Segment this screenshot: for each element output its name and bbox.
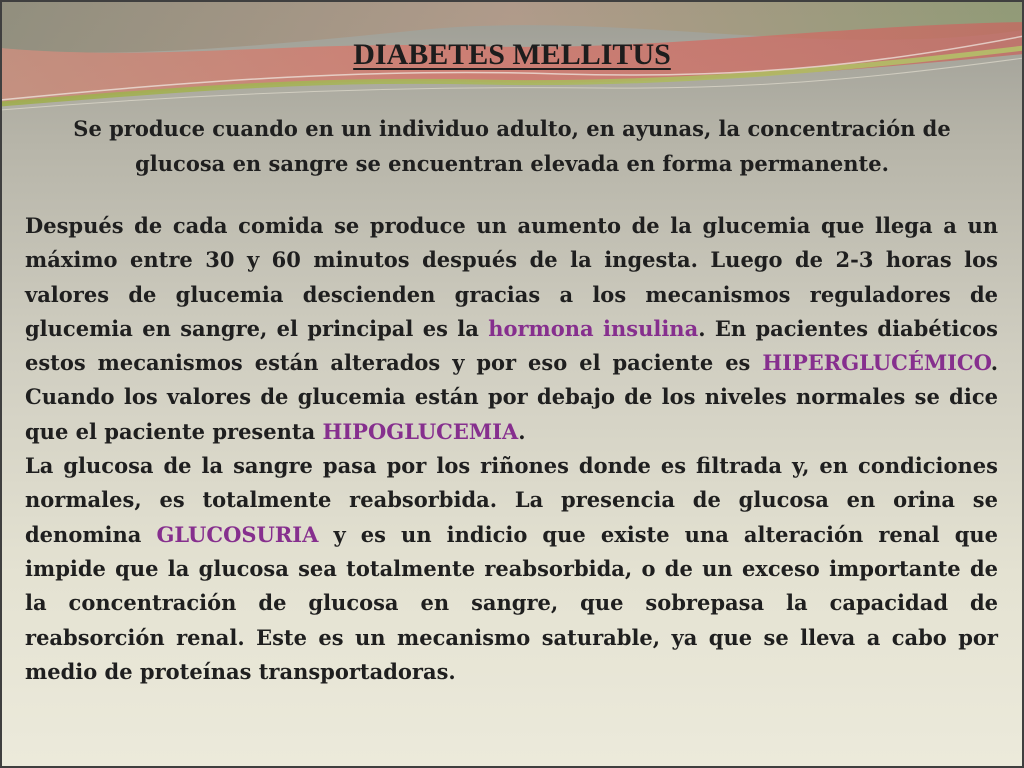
term-hormona-insulina: hormona insulina bbox=[488, 315, 699, 341]
page-title: DIABETES MELLITUS bbox=[353, 38, 671, 71]
paragraph-1-text-d: . bbox=[518, 418, 526, 444]
paragraph-2-text-b: y es un indicio que existe una alteración renal que impide que la glucosa sea totalmente reabsorbida, o de un exceso importante de la concentración de glucosa en sangre, que sobrepasa la capacidad de reabsorción renal. Este es un mecanismo saturable, ya que se lleva a cabo por medio de proteínas transportadoras. bbox=[25, 521, 999, 684]
intro-paragraph: Se produce cuando en un individuo adulto, en ayunas, la concentración de glucosa en sangre se encuentran elevada en forma permanente. bbox=[73, 116, 951, 176]
paragraph-glucemia bbox=[25, 209, 998, 449]
paragraph-glucosuria bbox=[25, 449, 998, 689]
body-text bbox=[25, 209, 998, 689]
term-hipoglucemia: HIPOGLUCEMIA bbox=[322, 418, 519, 444]
paragraph-2-text-a: La glucosa de la sangre pasa por los riñones donde es filtrada y, en condiciones normales, es totalmente reabsorbida. La presencia de glucosa en orina se denomina bbox=[25, 453, 998, 547]
term-glucosuria: GLUCOSURIA bbox=[156, 521, 319, 547]
paragraph-1-text-a: Después de cada comida se produce un aumento de la glucemia que llega a un máximo entre 30 y 60 minutos después de la ingesta. Luego de 2-3 horas los valores de glucemia descienden gracias a los mecanismos reguladores de glucemia en sangre, el principal es la bbox=[25, 213, 998, 341]
paragraph-1-text-b: . En pacientes diabéticos estos mecanismos están alterados y por eso el paciente es bbox=[25, 315, 998, 376]
paragraph-1-text-c: . Cuando los valores de glucemia están por debajo de los niveles normales se dice que el paciente presenta bbox=[25, 350, 998, 444]
term-hiperglucemico: HIPERGLUCÉMICO bbox=[762, 350, 991, 376]
